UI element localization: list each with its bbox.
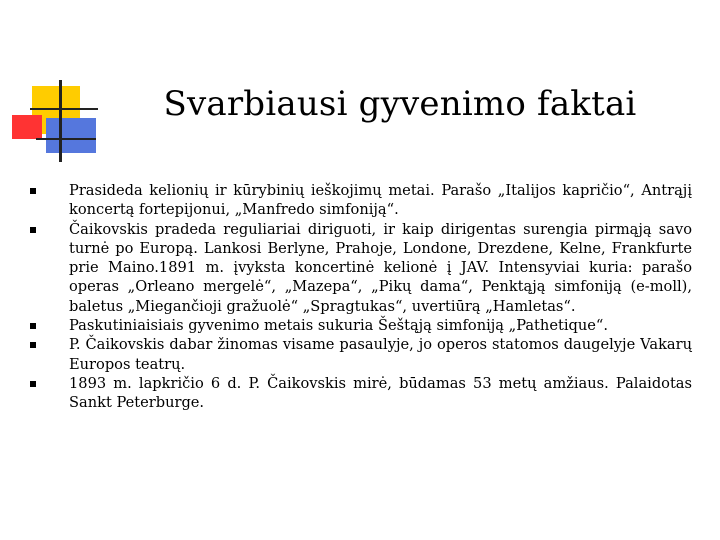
list-item	[30, 374, 692, 413]
decor-horizontal-line	[30, 108, 98, 110]
list-item-text: Čaikovskis pradeda reguliariai diriguoti, ir kaip dirigentas surengia pirmąją savo turnė po Europą. Lankosi Berlyne, Prahoje, Londone, Drezdene, Kelne, Frankfurte prie Maino.1891 m. įvyksta koncertinė kelionė į JAV. Intensyviai kuria: parašo operas „Orleano mergelė“, „Mazepa“, „Pikų dama“, Penktąją simfoniją (e-moll), baletus „Miegančioji gražuolė“ „Spragtukas“, uvertiūrą „Hamletas“.	[69, 220, 692, 315]
bullet-square-icon	[30, 188, 36, 194]
list-item	[30, 335, 692, 374]
decor-red-square	[12, 115, 42, 139]
bullet-square-icon	[30, 381, 36, 387]
decor-horizontal-line-lower	[36, 138, 96, 140]
bullet-square-icon	[30, 323, 36, 329]
bullet-list	[30, 181, 692, 413]
list-item-text: 1893 m. lapkričio 6 d. P. Čaikovskis mirė, būdamas 53 metų amžiaus. Palaidotas Sankt Peterburge.	[69, 374, 692, 412]
list-item-text: Prasideda kelionių ir kūrybinių ieškojimų metai. Parašo „Italijos kapričio“, Antrąjį koncertą fortepijonui, „Manfredo simfoniją“.	[69, 182, 692, 219]
list-item-text: P. Čaikovskis dabar žinomas visame pasaulyje, jo operos statomos daugelyje Vakarų Europos teatrų.	[69, 336, 692, 373]
list-item	[30, 181, 692, 220]
list-item	[30, 316, 692, 335]
list-item	[30, 220, 692, 316]
decor-vertical-line	[59, 80, 62, 162]
slide-title: Svarbiausi gyvenimo faktai	[163, 84, 637, 124]
bullet-square-icon	[30, 342, 36, 348]
bullet-square-icon	[30, 227, 36, 233]
list-item-text: Paskutiniaisiais gyvenimo metais sukuria Šeštąją simfoniją „Pathetique“.	[69, 317, 608, 335]
decor-blue-square	[46, 118, 96, 153]
